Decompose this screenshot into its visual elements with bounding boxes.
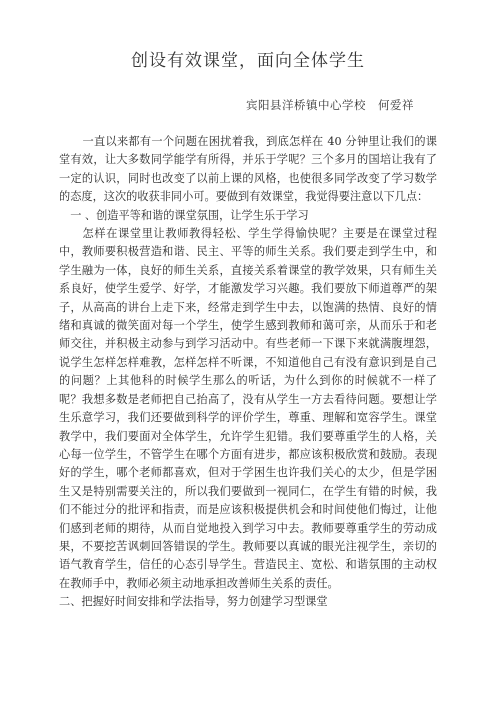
- section-heading-1: 一 、创造平等和谐的课堂氛围，让学生乐于学习: [70, 208, 309, 222]
- document-title: 创设有效课堂，面向全体学生: [131, 51, 365, 71]
- author-byline: 宾阳县洋桥镇中心学校 何爱祥: [246, 98, 414, 112]
- section-1-paragraph: 怎样在课堂里让教师教得轻松、学生学得愉快呢？主要是在课堂过程中，教师要积极营造和谐、民主、平等的师生关系。我们要走到学生中，和学生融为一体，良好的师生关系，直接关系着课堂的教学效果，只有师生关系良好，使学生爱学、好学，才能激发学习兴趣。我们要放下师道尊严的架子，从高高的讲台上走下来，经常走到学生中去，以饱满的热情、良好的情绪和真诚的微笑面对每一个学生，使学生感到教师和蔼可亲，从而乐于和老师交往，并积极主动参与到学习活动中。有些老师一下课下来就满腹埋怨，说学生怎样怎样难教，怎样怎样不听课，不知道他自己有没有意识到是自己的问题？上其他科的时候学生那么的听话，为什么到你的时候就不一样了呢？我想多数是老师把自己抬高了，没有从学生一方去看待问题。要想让学生乐意学习，我们还要做到科学的评价学生，尊重、理解和宽容学生。课堂教学中，我们要面对全体学生，允许学生犯错。我们要尊重学生的人格，关心每一位学生，不管学生在哪个方面有进步，都应该积极欣赏和鼓励。表现好的学生，哪个老师都喜欢，但对于学困生也许我们关心的太少，但是学困生又是特别需要关注的，所以我们要做到一视同仁，在学生有错的时候，我们不能过分的批评和指责，而是应该积极提供机会和时间使他们悔过，让他们感到老师的期待，从而自觉地投入到学习中去。教师要尊重学生的劳动成果，不要挖苦讽刺回答错误的学生。教师要以真诚的眼光注视学生，亲切的语气教育学生，信任的心态引导学生。营造民主、宽松、和谐氛围的主动权在教师手中，教师必须主动地承担改善师生关系的责任。: [59, 227, 437, 590]
- section-heading-2: 二、把握好时间安排和学法指导，努力创建学习型课堂: [59, 595, 328, 609]
- document-body: [59, 133, 437, 612]
- intro-paragraph: 一直以来都有一个问题在困扰着我，到底怎样在 40 分钟里让我们的课堂有效，让大多数同学能学有所得，并乐于学呢？三个多月的国培让我有了一定的认识，同时也改变了以前上课的风格，也使很多同学改变了学习数学的态度，这次的收获非同小可。要做到有效课堂，我觉得要注意以下几点：: [59, 135, 437, 204]
